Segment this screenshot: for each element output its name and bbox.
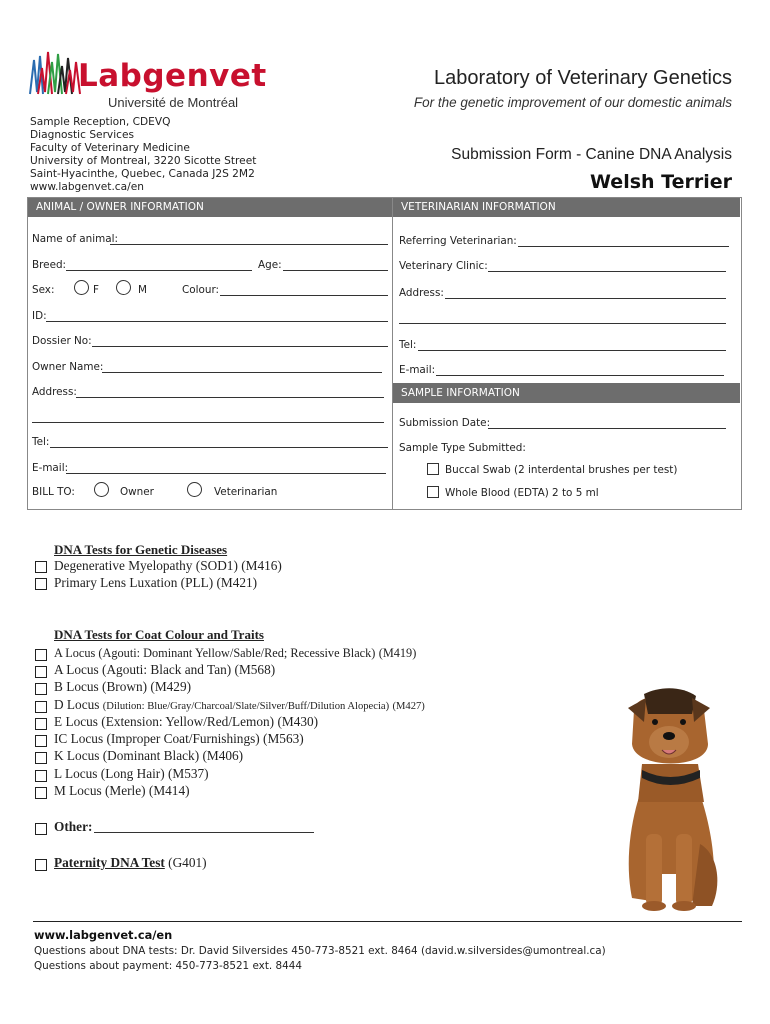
test-item: K Locus (Dominant Black) (M406) <box>54 748 244 763</box>
footer-url[interactable]: www.labgenvet.ca/en <box>34 928 173 942</box>
submission-date-field[interactable] <box>488 428 726 429</box>
other-field[interactable] <box>94 832 314 833</box>
owner-address-field-2[interactable] <box>32 422 384 423</box>
address-line: Faculty of Veterinary Medicine <box>30 142 190 155</box>
welsh-terrier-photo <box>600 684 740 914</box>
bill-owner-label: Owner <box>120 486 154 498</box>
whole-blood-label: Whole Blood (EDTA) 2 to 5 ml <box>445 487 599 499</box>
form-title: Submission Form - Canine DNA Analysis <box>451 146 732 163</box>
sample-type-label: Sample Type Submitted: <box>399 442 526 454</box>
vet-clinic-label: Veterinary Clinic: <box>399 260 488 272</box>
test-checkbox[interactable] <box>35 683 47 695</box>
owner-tel-label: Tel: <box>32 436 50 448</box>
breed-field[interactable] <box>66 270 252 271</box>
test-item: IC Locus (Improper Coat/Furnishings) (M563) <box>54 731 304 746</box>
vet-address-field[interactable] <box>445 298 726 299</box>
sex-f-radio[interactable] <box>74 280 89 295</box>
bill-vet-radio[interactable] <box>187 482 202 497</box>
test-checkbox[interactable] <box>35 735 47 747</box>
genetic-diseases-heading: DNA Tests for Genetic Diseases <box>54 542 228 557</box>
column-divider <box>392 197 393 510</box>
breed-title: Welsh Terrier <box>590 171 732 193</box>
sex-f-label: F <box>93 284 99 296</box>
lab-title: Laboratory of Veterinary Genetics <box>434 67 732 89</box>
paternity-checkbox[interactable] <box>35 859 47 871</box>
lab-subtitle: For the genetic improvement of our domestic animals <box>413 95 732 110</box>
paternity-item: Paternity DNA Test (G401) <box>54 855 207 870</box>
colour-field[interactable] <box>220 295 388 296</box>
buccal-swab-label: Buccal Swab (2 interdental brushes per test) <box>445 464 678 476</box>
test-item: B Locus (Brown) (M429) <box>54 679 192 694</box>
owner-email-label: E-mail: <box>32 462 69 474</box>
test-item: E Locus (Extension: Yellow/Red/Lemon) (M430) <box>54 714 319 729</box>
address-line: University of Montreal, 3220 Sicotte Street <box>30 155 257 168</box>
test-item: M Locus (Merle) (M414) <box>54 783 190 798</box>
test-item: A Locus (Agouti: Black and Tan) (M568) <box>54 662 276 677</box>
address-line: www.labgenvet.ca/en <box>30 181 144 194</box>
test-checkbox[interactable] <box>35 649 47 661</box>
bill-owner-radio[interactable] <box>94 482 109 497</box>
test-checkbox[interactable] <box>35 666 47 678</box>
breed-label: Breed: <box>32 259 67 271</box>
test-checkbox[interactable] <box>35 787 47 799</box>
reception-address <box>30 116 256 195</box>
owner-address-label: Address: <box>32 386 77 398</box>
vet-section-header: VETERINARIAN INFORMATION <box>393 198 740 217</box>
test-item: D Locus (Dilution: Blue/Gray/Charcoal/Slate/Silver/Buff/Dilution Alopecia) (M427) <box>54 697 425 712</box>
vet-clinic-field[interactable] <box>488 271 726 272</box>
bill-vet-label: Veterinarian <box>214 486 278 498</box>
address-line: Sample Reception, CDEVQ <box>30 116 171 128</box>
buccal-swab-checkbox[interactable] <box>427 463 439 475</box>
footer-divider <box>33 921 742 922</box>
bill-to-label: BILL TO: <box>32 486 75 498</box>
coat-traits-heading: DNA Tests for Coat Colour and Traits <box>54 627 264 642</box>
test-checkbox[interactable] <box>35 578 47 590</box>
submission-date-label: Submission Date: <box>399 417 491 429</box>
sex-m-radio[interactable] <box>116 280 131 295</box>
vet-address-label: Address: <box>399 287 444 299</box>
animal-name-label: Name of animal: <box>32 233 118 245</box>
logo-subtitle: Université de Montréal <box>108 95 239 110</box>
owner-tel-field[interactable] <box>50 447 388 448</box>
footer-payment-questions: Questions about payment: 450-773-8521 ext. 8444 <box>34 960 302 972</box>
address-line: Saint-Hyacinthe, Quebec, Canada J2S 2M2 <box>30 168 255 181</box>
owner-address-field[interactable] <box>76 397 384 398</box>
owner-name-field[interactable] <box>102 372 382 373</box>
test-item: A Locus (Agouti: Dominant Yellow/Sable/Red; Recessive Black) (M419) <box>54 646 417 660</box>
test-item: L Locus (Long Hair) (M537) <box>54 766 209 781</box>
dossier-label: Dossier No: <box>32 335 92 347</box>
id-field[interactable] <box>46 321 388 322</box>
footer-dna-questions: Questions about DNA tests: Dr. David Silversides 450-773-8521 ext. 8464 (david.w.silversides@umontreal.ca) <box>34 945 606 957</box>
logo-text: Labgenvet <box>78 58 267 94</box>
test-checkbox[interactable] <box>35 770 47 782</box>
owner-name-label: Owner Name: <box>32 361 104 373</box>
address-line: Diagnostic Services <box>30 129 134 142</box>
vet-email-field[interactable] <box>436 375 724 376</box>
vet-tel-label: Tel: <box>399 339 417 351</box>
whole-blood-checkbox[interactable] <box>427 486 439 498</box>
vet-tel-field[interactable] <box>418 350 726 351</box>
owner-email-field[interactable] <box>66 473 386 474</box>
dossier-field[interactable] <box>92 346 388 347</box>
colour-label: Colour: <box>182 284 220 296</box>
other-checkbox[interactable] <box>35 823 47 835</box>
test-checkbox[interactable] <box>35 718 47 730</box>
age-field[interactable] <box>283 270 388 271</box>
sex-m-label: M <box>138 284 147 296</box>
test-checkbox[interactable] <box>35 701 47 713</box>
sex-label: Sex: <box>32 284 55 296</box>
age-label: Age: <box>258 259 282 271</box>
animal-name-field[interactable] <box>110 244 388 245</box>
vet-address-field-2[interactable] <box>399 323 726 324</box>
vet-email-label: E-mail: <box>399 364 436 376</box>
test-item: Primary Lens Luxation (PLL) (M421) <box>54 575 258 590</box>
test-checkbox[interactable] <box>35 561 47 573</box>
sample-section-header: SAMPLE INFORMATION <box>393 383 740 403</box>
referring-vet-label: Referring Veterinarian: <box>399 235 517 247</box>
referring-vet-field[interactable] <box>518 246 729 247</box>
test-item: Degenerative Myelopathy (SOD1) (M416) <box>54 558 282 573</box>
owner-section-header: ANIMAL / OWNER INFORMATION <box>28 198 392 217</box>
test-checkbox[interactable] <box>35 752 47 764</box>
other-label: Other: <box>54 819 93 834</box>
id-label: ID: <box>32 310 47 322</box>
